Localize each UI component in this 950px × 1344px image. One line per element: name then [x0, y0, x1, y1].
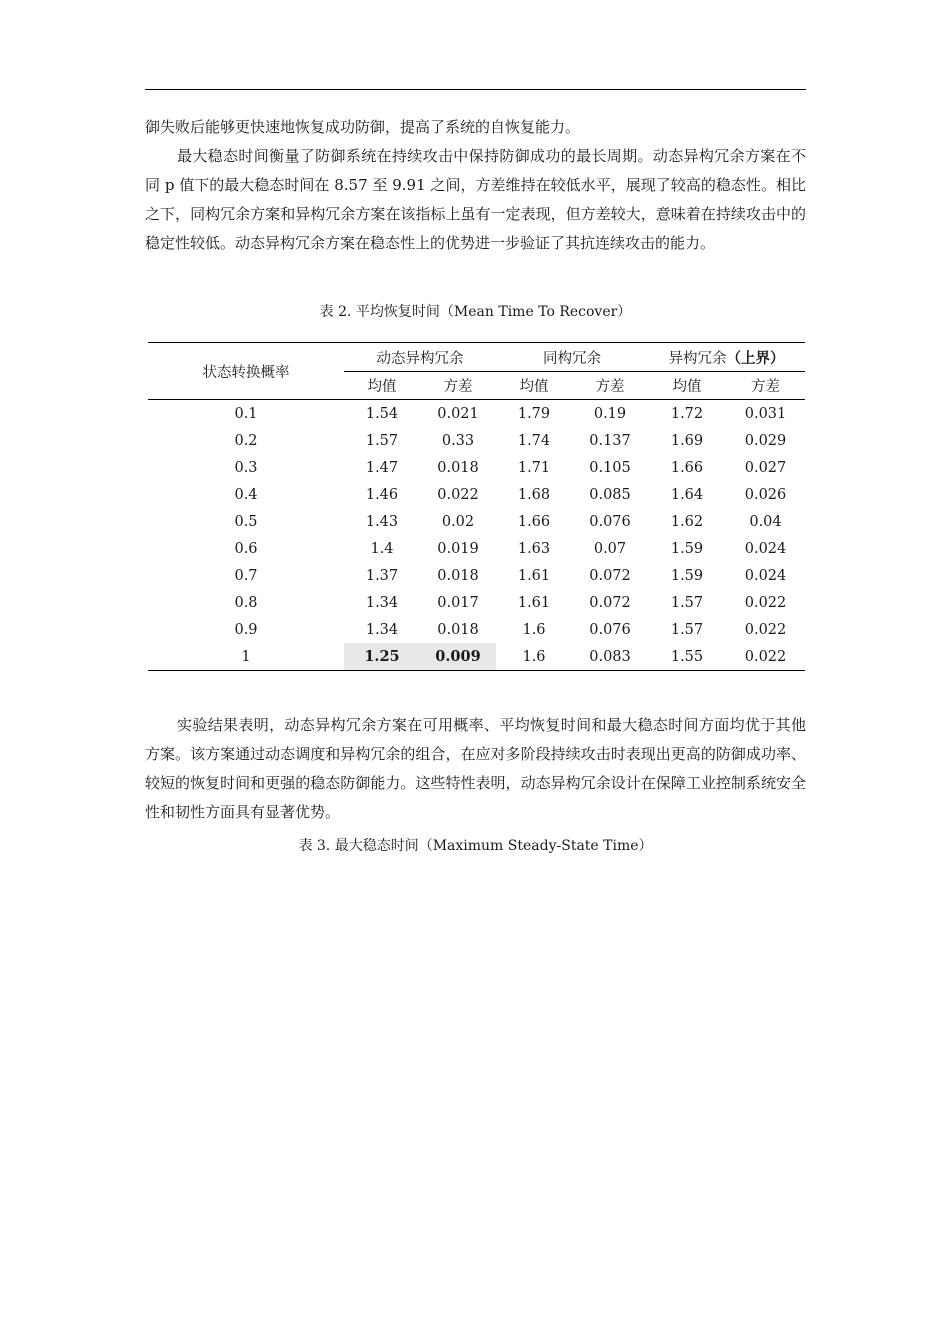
table-row [148, 427, 805, 454]
table-cell: 0.076 [589, 513, 631, 530]
table-cell: 1.34 [365, 621, 399, 638]
table-cell: 0.024 [744, 540, 787, 557]
table-cell: 0.6 [234, 540, 258, 557]
table-cell: 0.4 [234, 486, 258, 503]
table-cell: 1.6 [522, 621, 546, 638]
table-cell: 0.083 [572, 643, 648, 671]
table-cell: 1.57 [670, 621, 704, 638]
table-cell: 0.031 [744, 405, 787, 422]
table-cell: 0.018 [437, 621, 479, 638]
table-cell: 0.022 [726, 643, 805, 671]
row-header: 状态转换概率 [148, 343, 344, 400]
table3-caption: 表 3. 最大稳态时间（Maximum Steady-State Time） [298, 838, 653, 854]
table-cell: 1.66 [517, 513, 551, 530]
table-cell: 1.59 [670, 567, 704, 584]
group-heterogeneous-label: 异构冗余 [668, 350, 727, 367]
table-cell: 1.66 [670, 459, 704, 476]
table-cell: 0.026 [744, 486, 787, 503]
table-cell: 0.018 [437, 567, 479, 584]
table-row [148, 562, 805, 589]
sub-header-var: 方差 [572, 372, 648, 400]
table-cell: 0.9 [234, 621, 258, 638]
table-cell: 0.018 [437, 459, 479, 476]
table2 [148, 342, 805, 671]
paragraph-1: 御失败后能够更快速地恢复成功防御，提高了系统的自恢复能力。 [145, 118, 581, 136]
table-cell: 0.2 [234, 432, 258, 449]
header-rule [145, 89, 806, 90]
table-cell: 1.55 [648, 643, 726, 671]
table-cell: 1.37 [365, 567, 399, 584]
table-cell: 1.79 [517, 405, 551, 422]
table-cell: 1.57 [670, 594, 704, 611]
table-cell: 0.3 [234, 459, 258, 476]
table-cell: 0.33 [441, 432, 475, 449]
table-cell: 0.105 [589, 459, 631, 476]
table-cell: 1.25 [344, 643, 420, 671]
table-cell: 1.54 [365, 405, 399, 422]
table-cell: 1.72 [670, 405, 704, 422]
table-row [148, 535, 805, 562]
table-cell: 0.072 [589, 567, 631, 584]
sub-header-mean: 均值 [648, 372, 726, 400]
table-row [148, 589, 805, 616]
sub-header-mean: 均值 [344, 372, 420, 400]
table-cell: 0.022 [437, 486, 479, 503]
table-cell: 0.021 [437, 405, 479, 422]
table-cell: 0.076 [589, 621, 631, 638]
table-cell: 0.027 [744, 459, 787, 476]
group-dynamic-hetero: 动态异构冗余 [344, 343, 496, 372]
sub-header-var: 方差 [420, 372, 496, 400]
table-cell: 1.47 [365, 459, 399, 476]
table2-caption: 表 2. 平均恢复时间（Mean Time To Recover） [319, 304, 632, 320]
table-cell: 0.1 [234, 405, 258, 422]
table-row [148, 508, 805, 535]
table-row [148, 616, 805, 643]
sub-header-mean: 均值 [496, 372, 572, 400]
table-cell: 0.072 [589, 594, 631, 611]
group-heterogeneous [648, 343, 805, 372]
group-heterogeneous-suffix: （上界） [726, 349, 785, 367]
table-cell: 0.8 [234, 594, 258, 611]
table-cell: 1.34 [365, 594, 399, 611]
table-cell: 1 [148, 643, 344, 671]
table-cell: 0.017 [437, 594, 479, 611]
table-cell: 1.61 [517, 567, 551, 584]
table-cell: 1.74 [517, 432, 551, 449]
table-row [148, 481, 805, 508]
sub-header-var: 方差 [726, 372, 805, 400]
paragraph-3: 实验结果表明，动态异构冗余方案在可用概率、平均恢复时间和最大稳态时间方面均优于其他方案。该方案通过动态调度和异构冗余的组合，在应对多阶段持续攻击时表现出更高的防御成功率、较短的恢复时间和更强的稳态防御能力。这些特性表明，动态异构冗余设计在保障工业控制系统安全性和韧性方面具有显著优势。 [145, 716, 806, 821]
table-cell: 1.61 [517, 594, 551, 611]
table-cell: 1.62 [670, 513, 704, 530]
table-cell: 0.024 [744, 567, 787, 584]
table-cell: 1.43 [365, 513, 399, 530]
table-cell: 0.019 [437, 540, 479, 557]
table-cell: 0.7 [234, 567, 258, 584]
table-cell: 1.64 [670, 486, 704, 503]
group-homogeneous: 同构冗余 [496, 343, 648, 372]
table-cell: 0.029 [744, 432, 787, 449]
table-cell: 0.022 [744, 594, 787, 611]
table-cell: 0.5 [234, 513, 258, 530]
table-cell: 1.68 [517, 486, 551, 503]
table-cell: 1.69 [670, 432, 704, 449]
table-cell: 0.02 [441, 513, 475, 530]
table-cell: 1.6 [496, 643, 572, 671]
table-cell: 1.59 [670, 540, 704, 557]
table-row [148, 454, 805, 481]
table-cell: 0.137 [589, 432, 631, 449]
table-cell: 1.46 [365, 486, 399, 503]
table-row [148, 400, 805, 428]
table-cell: 1.4 [370, 540, 394, 557]
table-cell: 0.04 [749, 513, 782, 530]
table-cell: 0.07 [593, 540, 627, 557]
table-cell: 0.085 [589, 486, 631, 503]
table-cell: 0.19 [593, 405, 627, 422]
table-row [148, 643, 805, 671]
table-cell: 1.63 [517, 540, 551, 557]
table-cell: 0.022 [744, 621, 787, 638]
table-cell: 0.009 [420, 643, 496, 671]
table-cell: 1.57 [365, 432, 399, 449]
table-cell: 1.71 [517, 459, 551, 476]
paragraph-2: 最大稳态时间衡量了防御系统在持续攻击中保持防御成功的最长周期。动态异构冗余方案在不同 p 值下的最大稳态时间在 8.57 至 9.91 之间，方差维持在较低水平，展现了较高的稳态性。相比之下，同构冗余方案和异构冗余方案在该指标上虽有一定表现，但方差较大，意味着在持续攻击中的稳定性较低。动态异构冗余方案在稳态性上的优势进一步验证了其抗连续攻击的能力。 [145, 147, 806, 252]
